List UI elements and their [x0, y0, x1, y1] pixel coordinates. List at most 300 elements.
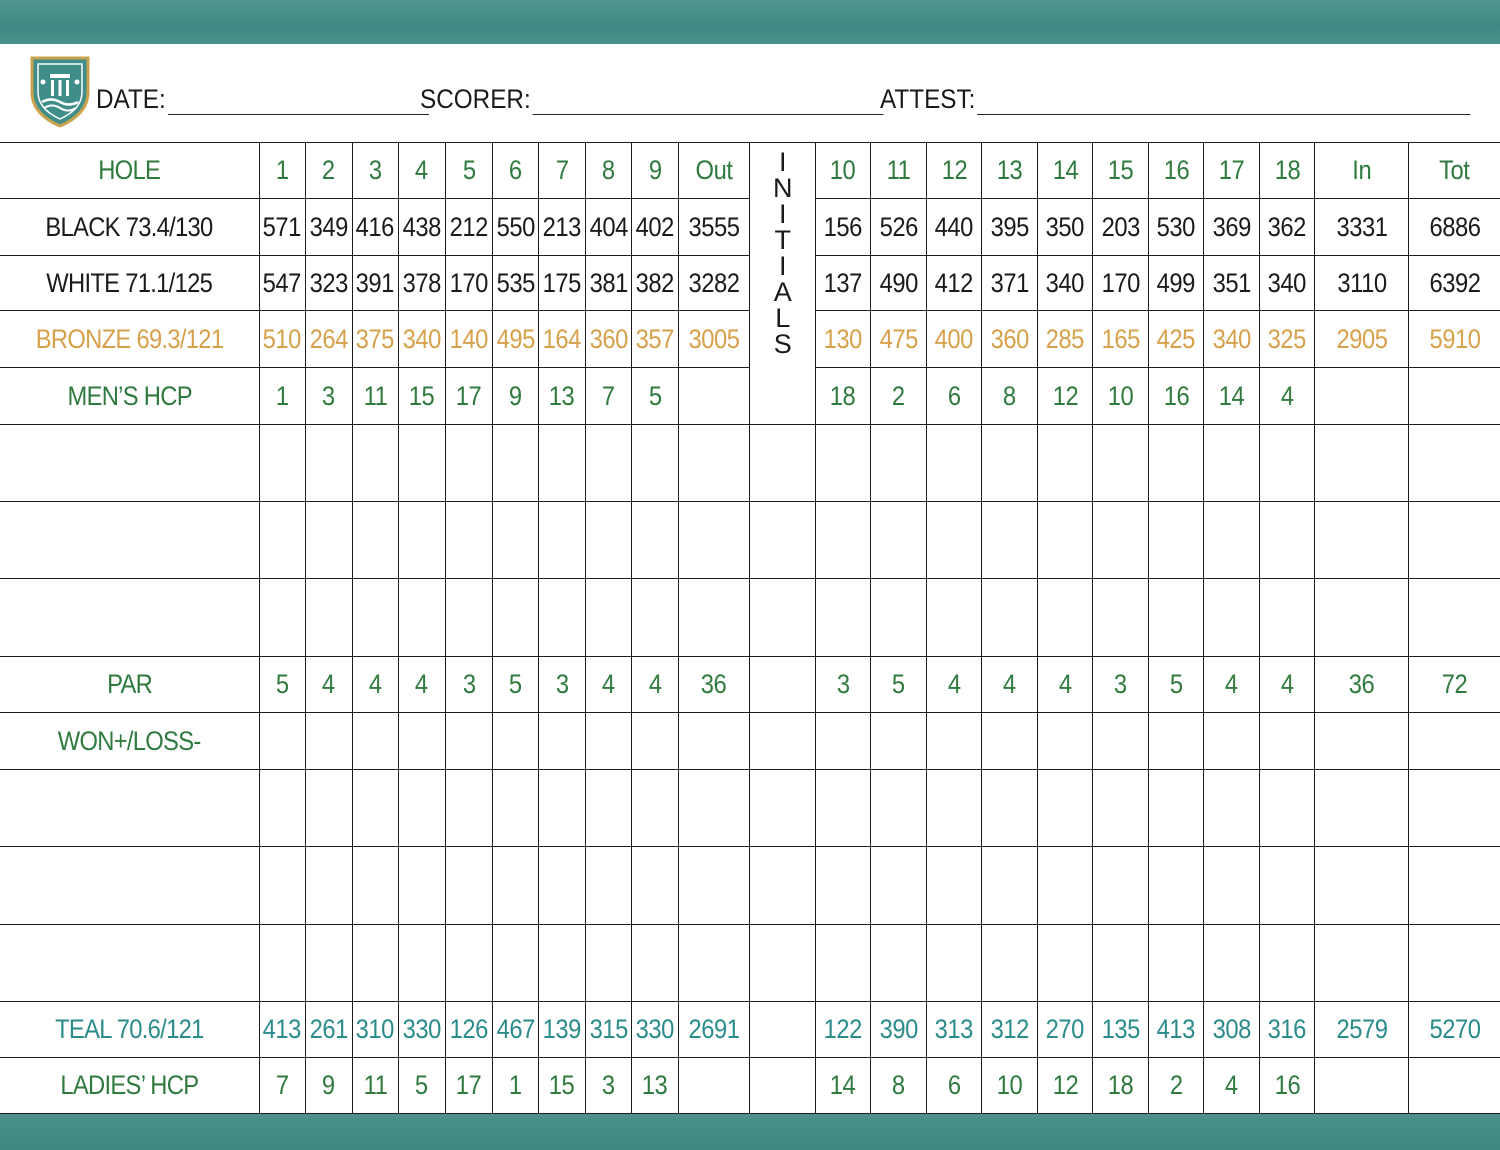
score-cell[interactable]: [871, 925, 927, 1002]
hole-cell-text: 404: [589, 211, 628, 242]
score-cell[interactable]: [259, 502, 305, 579]
row-label: [0, 1002, 259, 1058]
score-cell[interactable]: [259, 579, 305, 657]
row-label[interactable]: [0, 770, 259, 847]
score-cell[interactable]: [398, 713, 445, 770]
score-cell[interactable]: [585, 770, 631, 847]
hole-cell: [398, 311, 445, 368]
score-cell[interactable]: [982, 579, 1038, 657]
hole-cell-text: 369: [1212, 211, 1251, 242]
hole-cell: [445, 143, 492, 199]
tot-cell[interactable]: [1409, 425, 1500, 502]
hole-cell-text: 156: [823, 211, 863, 242]
row-blank2: [0, 502, 1500, 579]
hole-cell: [631, 657, 678, 713]
initials-cell[interactable]: [749, 425, 815, 502]
initials-cell[interactable]: [749, 502, 815, 579]
score-cell[interactable]: [815, 847, 870, 925]
score-cell[interactable]: [1204, 502, 1260, 579]
hole-cell: [631, 1002, 678, 1058]
score-cell[interactable]: [1260, 425, 1315, 502]
initials-cell[interactable]: [749, 925, 815, 1002]
score-cell[interactable]: [585, 925, 631, 1002]
hole-cell-text: 390: [879, 1014, 918, 1044]
score-cell[interactable]: [631, 502, 678, 579]
score-cell[interactable]: [927, 925, 982, 1002]
hole-cell-text: 340: [1045, 267, 1085, 298]
hole-cell-text: 9: [322, 1070, 336, 1100]
hole-cell: [585, 1002, 631, 1058]
tot-cell[interactable]: [1409, 368, 1500, 425]
score-cell[interactable]: [445, 925, 492, 1002]
row-label: [0, 199, 259, 256]
initials-cell[interactable]: [749, 1058, 815, 1114]
score-cell[interactable]: [927, 770, 982, 847]
score-cell[interactable]: [538, 925, 585, 1002]
row-label-text: WON+/LOSS-: [57, 725, 201, 756]
hole-cell: [538, 256, 585, 311]
hole-cell-text: 4: [1225, 669, 1239, 699]
in-cell[interactable]: [1315, 847, 1409, 925]
out-cell[interactable]: [678, 713, 749, 770]
score-cell[interactable]: [1038, 425, 1093, 502]
hole-cell-text: 381: [589, 267, 628, 298]
score-cell[interactable]: [445, 502, 492, 579]
score-cell[interactable]: [1038, 770, 1093, 847]
score-cell[interactable]: [871, 847, 927, 925]
hole-cell: [1038, 143, 1093, 199]
hole-cell: [445, 1058, 492, 1114]
hole-cell-text: 5: [508, 669, 522, 699]
score-cell[interactable]: [631, 713, 678, 770]
initials-cell[interactable]: [749, 770, 815, 847]
hole-cell: [982, 1058, 1038, 1114]
score-cell[interactable]: [631, 770, 678, 847]
row-label: [0, 657, 259, 713]
tot-cell: [1409, 1002, 1500, 1058]
in-cell[interactable]: [1315, 925, 1409, 1002]
score-cell[interactable]: [492, 925, 538, 1002]
hole-cell-text: 4: [368, 669, 382, 699]
score-cell[interactable]: [259, 425, 305, 502]
score-cell[interactable]: [982, 925, 1038, 1002]
hole-cell: [815, 1058, 870, 1114]
hole-cell-text: 8: [1003, 380, 1016, 411]
score-cell[interactable]: [305, 847, 352, 925]
score-cell[interactable]: [982, 847, 1038, 925]
tot-cell[interactable]: [1409, 1058, 1500, 1114]
date-line[interactable]: [168, 88, 429, 115]
score-cell[interactable]: [815, 770, 870, 847]
score-cell[interactable]: [398, 770, 445, 847]
hole-cell-text: 340: [1268, 267, 1307, 298]
score-cell[interactable]: [1038, 847, 1093, 925]
initials-cell[interactable]: [749, 1002, 815, 1058]
hole-cell: [398, 657, 445, 713]
hole-cell-text: 1: [275, 380, 289, 411]
tot-cell[interactable]: [1409, 579, 1500, 657]
initials-cell[interactable]: [749, 657, 815, 713]
out-cell-text: 3282: [688, 267, 740, 298]
hole-cell: [538, 657, 585, 713]
hole-cell-text: 313: [934, 1014, 974, 1044]
hole-cell: [1204, 657, 1260, 713]
score-cell[interactable]: [1260, 502, 1315, 579]
hole-cell: [1260, 1058, 1315, 1114]
score-cell[interactable]: [871, 579, 927, 657]
score-cell[interactable]: [927, 579, 982, 657]
score-cell[interactable]: [1093, 770, 1149, 847]
score-cell[interactable]: [305, 925, 352, 1002]
hole-cell: [871, 1002, 927, 1058]
row-hole: [0, 143, 1500, 199]
hole-cell: [927, 143, 982, 199]
tot-cell[interactable]: [1409, 770, 1500, 847]
score-cell[interactable]: [585, 579, 631, 657]
score-cell[interactable]: [352, 502, 398, 579]
score-cell[interactable]: [398, 579, 445, 657]
hole-cell: [259, 311, 305, 368]
row-par: [0, 657, 1500, 713]
hole-cell-text: 10: [830, 155, 856, 185]
hole-cell-text: 4: [322, 669, 336, 699]
hole-cell: [398, 143, 445, 199]
score-cell[interactable]: [1204, 713, 1260, 770]
row-label[interactable]: [0, 425, 259, 502]
hole-cell: [352, 657, 398, 713]
row-blank3: [0, 579, 1500, 657]
attest-field[interactable]: [880, 84, 1470, 115]
hole-cell: [352, 1002, 398, 1058]
attest-line[interactable]: [977, 88, 1470, 115]
initials-letter: I: [778, 147, 786, 177]
out-cell[interactable]: [678, 502, 749, 579]
score-cell[interactable]: [1260, 579, 1315, 657]
scorer-line[interactable]: [533, 88, 884, 115]
out-cell[interactable]: [678, 770, 749, 847]
score-cell[interactable]: [1093, 579, 1149, 657]
hole-cell-text: 5: [462, 155, 476, 185]
tot-cell[interactable]: [1409, 925, 1500, 1002]
hole-cell: [585, 143, 631, 199]
hole-cell-text: 4: [1280, 669, 1294, 699]
score-cell[interactable]: [1093, 713, 1149, 770]
score-cell[interactable]: [585, 847, 631, 925]
score-cell[interactable]: [982, 502, 1038, 579]
initials-letter: L: [775, 303, 790, 333]
out-cell: [678, 657, 749, 713]
in-cell[interactable]: [1315, 579, 1409, 657]
score-cell[interactable]: [871, 425, 927, 502]
out-cell[interactable]: [678, 425, 749, 502]
hole-cell-text: 6: [947, 1070, 961, 1100]
hole-cell-text: 330: [635, 1014, 675, 1044]
hole-cell: [927, 368, 982, 425]
score-cell[interactable]: [305, 579, 352, 657]
hole-cell-text: 4: [648, 669, 662, 699]
score-cell[interactable]: [305, 425, 352, 502]
hole-cell-text: 340: [1212, 323, 1251, 354]
score-cell[interactable]: [585, 425, 631, 502]
hole-cell: [927, 256, 982, 311]
score-cell[interactable]: [1204, 425, 1260, 502]
in-cell[interactable]: [1315, 368, 1409, 425]
hole-cell: [585, 368, 631, 425]
hole-cell-text: 3: [462, 669, 476, 699]
score-cell[interactable]: [398, 502, 445, 579]
hole-cell: [352, 143, 398, 199]
score-cell[interactable]: [352, 713, 398, 770]
score-cell[interactable]: [259, 925, 305, 1002]
in-cell: [1315, 256, 1409, 311]
in-cell: [1315, 199, 1409, 256]
hole-cell: [1149, 1002, 1204, 1058]
club-crest-icon: [28, 52, 92, 128]
score-cell[interactable]: [1038, 925, 1093, 1002]
hole-cell: [585, 657, 631, 713]
score-cell[interactable]: [1149, 713, 1204, 770]
row-label: [0, 311, 259, 368]
hole-cell: [1149, 256, 1204, 311]
score-cell[interactable]: [398, 425, 445, 502]
row-label: [0, 1058, 259, 1114]
hole-cell-text: 312: [990, 1014, 1029, 1044]
score-cell[interactable]: [1149, 502, 1204, 579]
hole-cell-text: 14: [1218, 380, 1245, 411]
in-cell[interactable]: [1315, 1058, 1409, 1114]
score-cell[interactable]: [631, 425, 678, 502]
score-cell[interactable]: [982, 770, 1038, 847]
score-cell[interactable]: [927, 502, 982, 579]
score-cell[interactable]: [1204, 847, 1260, 925]
out-cell[interactable]: [678, 1058, 749, 1114]
hole-cell: [398, 256, 445, 311]
score-cell[interactable]: [352, 579, 398, 657]
hole-cell: [1093, 1002, 1149, 1058]
initials-cell[interactable]: [749, 579, 815, 657]
hole-cell: [259, 199, 305, 256]
score-cell[interactable]: [982, 713, 1038, 770]
score-cell[interactable]: [492, 847, 538, 925]
score-cell[interactable]: [538, 770, 585, 847]
hole-cell-text: 2: [1169, 1070, 1183, 1100]
hole-cell-text: 316: [1268, 1014, 1307, 1044]
in-cell[interactable]: [1315, 713, 1409, 770]
hole-cell-text: 264: [309, 323, 348, 354]
hole-cell: [631, 256, 678, 311]
score-cell[interactable]: [585, 502, 631, 579]
hole-cell-text: 17: [455, 1070, 482, 1100]
initials-letter: S: [773, 329, 792, 359]
score-cell[interactable]: [1038, 502, 1093, 579]
score-cell[interactable]: [305, 713, 352, 770]
tot-cell[interactable]: [1409, 713, 1500, 770]
hole-cell-text: 203: [1101, 211, 1140, 242]
hole-cell-text: 18: [1107, 1070, 1134, 1100]
score-cell[interactable]: [927, 847, 982, 925]
score-cell[interactable]: [492, 579, 538, 657]
score-cell[interactable]: [492, 502, 538, 579]
score-cell[interactable]: [1093, 925, 1149, 1002]
initials-column[interactable]: [749, 143, 815, 425]
hole-cell: [398, 199, 445, 256]
hole-cell-text: 382: [635, 267, 675, 298]
hole-cell-text: 1: [275, 155, 289, 185]
score-cell[interactable]: [1260, 847, 1315, 925]
score-cell[interactable]: [1260, 713, 1315, 770]
hole-cell-text: 18: [830, 380, 856, 411]
hole-cell-text: 2: [322, 155, 336, 185]
score-cell[interactable]: [259, 847, 305, 925]
hole-cell-text: 371: [990, 267, 1029, 298]
out-cell[interactable]: [678, 368, 749, 425]
score-cell[interactable]: [1260, 770, 1315, 847]
score-cell[interactable]: [492, 770, 538, 847]
score-cell[interactable]: [631, 579, 678, 657]
hole-cell: [1093, 1058, 1149, 1114]
score-cell[interactable]: [259, 713, 305, 770]
score-cell[interactable]: [927, 425, 982, 502]
out-cell-text: Out: [695, 155, 733, 185]
row-label[interactable]: [0, 579, 259, 657]
score-cell[interactable]: [1204, 579, 1260, 657]
row-blank5: [0, 847, 1500, 925]
hole-cell: [815, 143, 870, 199]
hole-cell-text: 360: [990, 323, 1029, 354]
score-cell[interactable]: [538, 502, 585, 579]
score-cell[interactable]: [445, 847, 492, 925]
tot-cell[interactable]: [1409, 847, 1500, 925]
score-cell[interactable]: [538, 425, 585, 502]
row-label[interactable]: [0, 925, 259, 1002]
score-cell[interactable]: [259, 770, 305, 847]
score-cell[interactable]: [871, 502, 927, 579]
initials-cell[interactable]: [749, 713, 815, 770]
hole-cell: [305, 657, 352, 713]
score-cell[interactable]: [445, 579, 492, 657]
score-cell[interactable]: [1093, 425, 1149, 502]
hole-cell-text: 212: [449, 211, 488, 242]
hole-cell: [352, 256, 398, 311]
out-cell[interactable]: [678, 847, 749, 925]
score-cell[interactable]: [1038, 579, 1093, 657]
score-cell[interactable]: [1149, 579, 1204, 657]
score-cell[interactable]: [631, 847, 678, 925]
hole-cell: [259, 1058, 305, 1114]
hole-cell: [305, 256, 352, 311]
score-cell[interactable]: [815, 502, 870, 579]
score-cell[interactable]: [538, 713, 585, 770]
hole-cell: [585, 1058, 631, 1114]
score-cell[interactable]: [1149, 425, 1204, 502]
score-cell[interactable]: [305, 502, 352, 579]
score-cell[interactable]: [871, 770, 927, 847]
scorer-field[interactable]: [420, 84, 884, 115]
initials-cell[interactable]: [749, 847, 815, 925]
score-cell[interactable]: [815, 713, 870, 770]
hole-cell-text: 310: [356, 1014, 395, 1044]
hole-cell: [631, 311, 678, 368]
hole-cell: [1204, 311, 1260, 368]
out-cell: [678, 256, 749, 311]
hole-cell-text: 4: [415, 155, 429, 185]
hole-cell: [492, 199, 538, 256]
score-cell[interactable]: [1093, 502, 1149, 579]
hole-cell: [305, 311, 352, 368]
row-label[interactable]: [0, 502, 259, 579]
score-cell[interactable]: [815, 579, 870, 657]
score-cell[interactable]: [631, 925, 678, 1002]
date-field[interactable]: [96, 84, 429, 115]
score-cell[interactable]: [1149, 847, 1204, 925]
in-cell[interactable]: [1315, 425, 1409, 502]
score-cell[interactable]: [1038, 713, 1093, 770]
score-cell[interactable]: [352, 847, 398, 925]
score-cell[interactable]: [815, 925, 870, 1002]
score-cell[interactable]: [445, 770, 492, 847]
row-teal: [0, 1002, 1500, 1058]
hole-cell-text: 467: [496, 1014, 535, 1044]
score-cell[interactable]: [982, 425, 1038, 502]
hole-cell-text: 526: [879, 211, 918, 242]
hole-cell-text: 1: [508, 1070, 522, 1100]
score-cell[interactable]: [1260, 925, 1315, 1002]
score-cell[interactable]: [1149, 925, 1204, 1002]
score-cell[interactable]: [445, 713, 492, 770]
score-cell[interactable]: [352, 770, 398, 847]
score-cell[interactable]: [1093, 847, 1149, 925]
score-cell[interactable]: [352, 925, 398, 1002]
initials-letter: A: [773, 277, 792, 307]
score-cell[interactable]: [538, 847, 585, 925]
score-cell[interactable]: [352, 425, 398, 502]
score-cell[interactable]: [492, 425, 538, 502]
in-cell[interactable]: [1315, 502, 1409, 579]
score-cell[interactable]: [398, 847, 445, 925]
in-cell: [1315, 311, 1409, 368]
in-cell-text: 3331: [1336, 211, 1388, 242]
in-cell[interactable]: [1315, 770, 1409, 847]
score-cell[interactable]: [445, 425, 492, 502]
score-cell[interactable]: [815, 425, 870, 502]
score-cell[interactable]: [585, 713, 631, 770]
hole-cell-text: 413: [1157, 1014, 1196, 1044]
in-cell: [1315, 657, 1409, 713]
score-cell[interactable]: [398, 925, 445, 1002]
tot-cell[interactable]: [1409, 502, 1500, 579]
out-cell[interactable]: [678, 579, 749, 657]
hole-cell-text: 395: [990, 211, 1029, 242]
out-cell: [678, 143, 749, 199]
tot-cell: [1409, 256, 1500, 311]
score-cell[interactable]: [927, 713, 982, 770]
hole-cell: [445, 368, 492, 425]
score-cell[interactable]: [1149, 770, 1204, 847]
score-cell[interactable]: [492, 713, 538, 770]
score-cell[interactable]: [538, 579, 585, 657]
hole-cell: [815, 368, 870, 425]
out-cell[interactable]: [678, 925, 749, 1002]
row-label[interactable]: [0, 847, 259, 925]
score-cell[interactable]: [1204, 925, 1260, 1002]
row-ladies-hcp: [0, 1058, 1500, 1114]
score-cell[interactable]: [871, 713, 927, 770]
hole-cell-text: 378: [402, 267, 441, 298]
hole-cell-text: 17: [455, 380, 482, 411]
score-cell[interactable]: [305, 770, 352, 847]
hole-cell: [1038, 311, 1093, 368]
score-cell[interactable]: [1204, 770, 1260, 847]
